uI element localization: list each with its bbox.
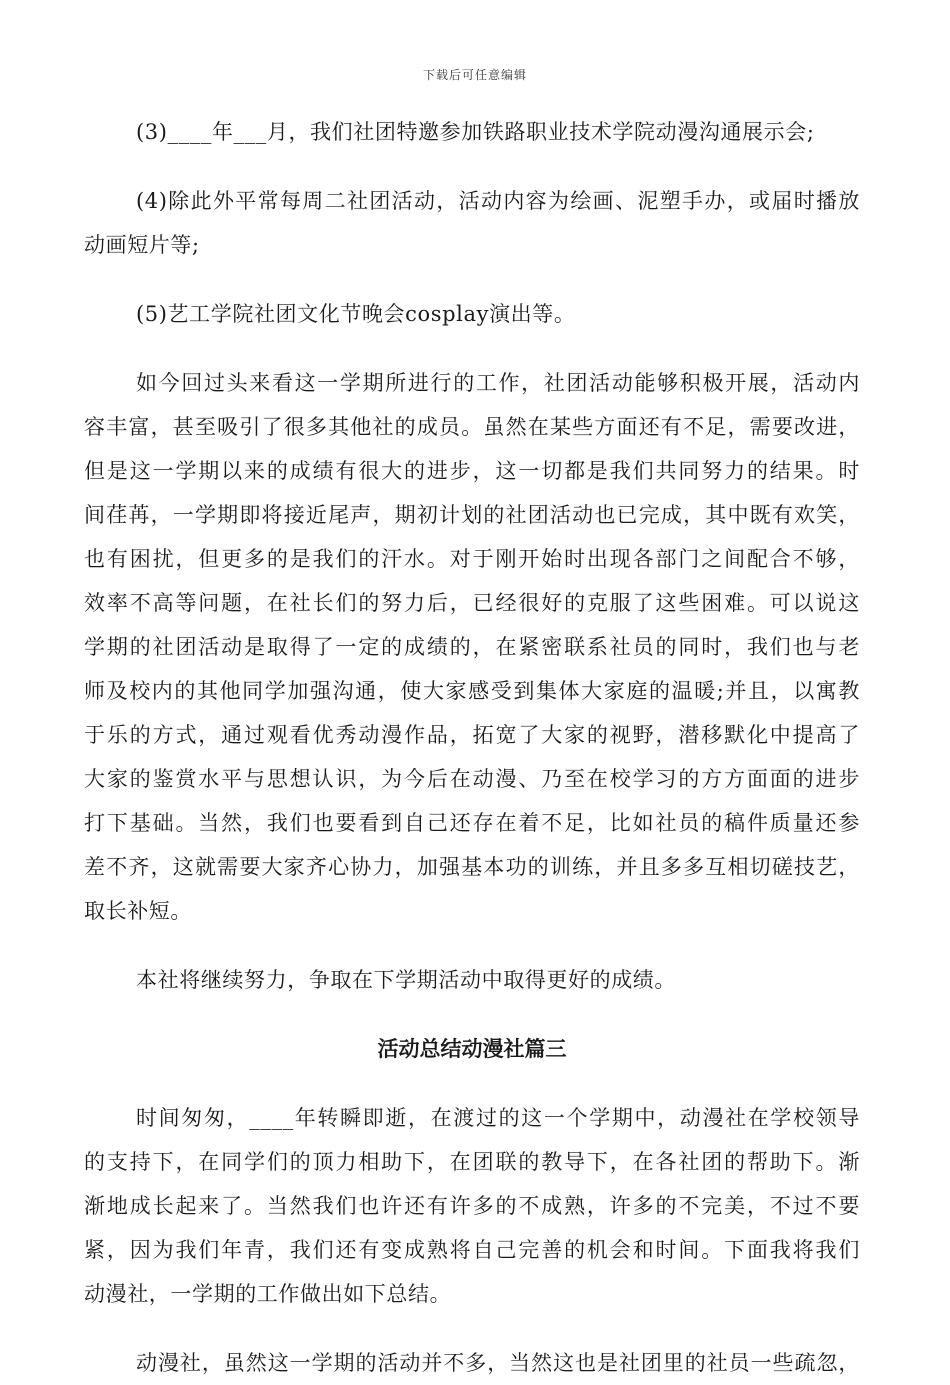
paragraph-item-5	[136, 292, 860, 336]
text-line: 紧，因为我们年青，我们还有变成熟将自己完善的机会和时间。下面我将我们	[84, 1238, 860, 1262]
text-line: 动画短片等;	[84, 233, 200, 257]
text-line: 动漫社，一学期的工作做出如下总结。	[84, 1282, 452, 1306]
text-line: 间荏苒，一学期即将接近尾声，期初计划的社团活动也已完成，其中既有欢笑，	[84, 503, 860, 527]
paragraph-review	[84, 361, 860, 933]
text-line: 大家的鉴赏水平与思想认识，为今后在动漫、乃至在校学习的方方面面的进步	[84, 767, 860, 791]
text-line: 打下基础。当然，我们也要看到自己还存在着不足，比如社员的稿件质量还参	[84, 811, 860, 835]
section-title: 活动总结动漫社篇三	[377, 1036, 567, 1061]
text-line: 取长补短。	[84, 899, 192, 923]
text-line: 时间匆匆，____年转瞬即逝，在渡过的这一个学期中，动漫社在学校领导	[136, 1106, 860, 1130]
text-line: 但是这一学期以来的成绩有很大的进步，这一切都是我们共同努力的结果。时	[84, 459, 860, 483]
paragraph-item-4	[84, 179, 860, 267]
text-line: (4)除此外平常每周二社团活动，活动内容为绘画、泥塑手办，或届时播放	[136, 189, 860, 213]
text-line: (3)____年___月，我们社团特邀参加铁路职业技术学院动漫沟通展示会;	[136, 120, 815, 144]
paragraph-intro	[84, 1096, 860, 1316]
paragraph-activities	[136, 1341, 860, 1385]
text-line: 容丰富，甚至吸引了很多其他社的成员。虽然在某些方面还有不足，需要改进，	[84, 415, 860, 439]
text-line: 于乐的方式，通过观看优秀动漫作品，拓宽了大家的视野，潜移默化中提高了	[84, 723, 860, 747]
text-line: 效率不高等问题，在社长们的努力后，已经很好的克服了这些困难。可以说这	[84, 591, 860, 615]
text-line: (5)艺工学院社团文化节晚会cosplay演出等。	[136, 302, 576, 326]
text-line: 动漫社，虽然这一学期的活动并不多，当然这也是社团里的社员一些疏忽，	[136, 1351, 860, 1375]
text-line: 差不齐，这就需要大家齐心协力，加强基本功的训练，并且多多互相切磋技艺，	[84, 855, 860, 879]
text-line: 师及校内的其他同学加强沟通，使大家感受到集体大家庭的温暖;并且，以寓教	[84, 679, 860, 703]
text-line: 学期的社团活动是取得了一定的成绩的，在紧密联系社员的同时，我们也与老	[84, 635, 860, 659]
text-line: 也有困扰，但更多的是我们的汗水。对于刚开始时出现各部门之间配合不够，	[84, 547, 860, 571]
text-line: 的支持下，在同学们的顶力相助下，在团联的教导下，在各社团的帮助下。渐	[84, 1150, 860, 1174]
paragraph-closing	[136, 958, 860, 1002]
paragraph-item-3	[136, 110, 860, 154]
text-line: 本社将继续努力，争取在下学期活动中取得更好的成绩。	[136, 968, 676, 992]
page-header: 下载后可任意编辑	[422, 68, 527, 82]
text-line: 如今回过头来看这一学期所进行的工作，社团活动能够积极开展，活动内	[136, 371, 860, 395]
document-body	[84, 110, 860, 1385]
text-line: 渐地成长起来了。当然我们也许还有许多的不成熟，许多的不完美，不过不要	[84, 1194, 860, 1218]
